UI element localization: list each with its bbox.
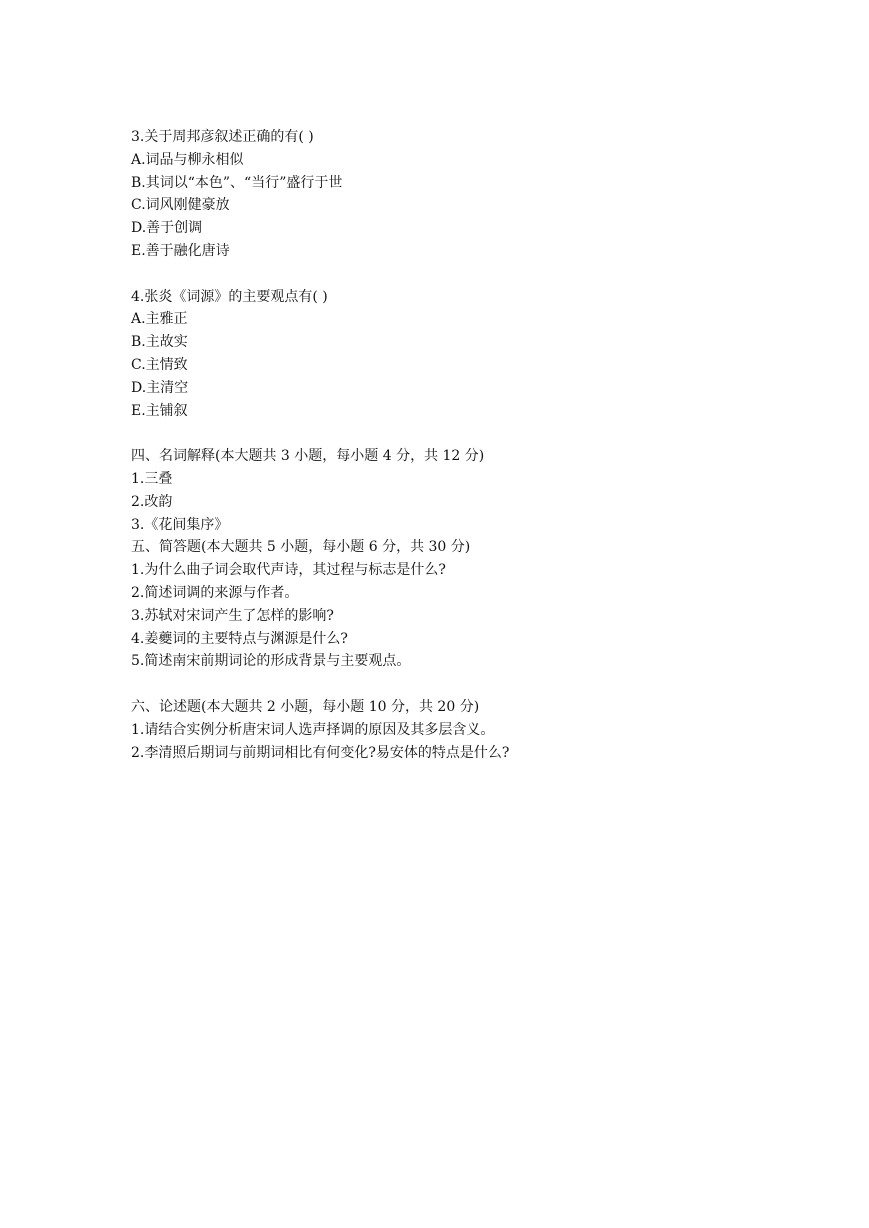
question-item: 1.为什么曲子词会取代声诗，其过程与标志是什么? <box>131 562 446 579</box>
question-item: 5.简述南宋前期词论的形成背景与主要观点。 <box>131 653 411 670</box>
option-e: E.善于融化唐诗 <box>131 242 230 259</box>
spacer <box>131 263 831 286</box>
option-d: D.善于创调 <box>131 220 203 237</box>
section-term-explanation <box>131 445 831 536</box>
question-block <box>131 286 831 423</box>
option-d: D.主清空 <box>131 379 189 396</box>
question-stem: 4.张炎《词源》的主要观点有( ) <box>131 288 328 305</box>
option-b: B.其词以“本色”、“当行”盛行于世 <box>131 174 343 191</box>
option-c: C.词风刚健豪放 <box>131 197 230 214</box>
question-item: 1.三叠 <box>131 470 173 487</box>
question-item: 4.姜夔词的主要特点与渊源是什么? <box>131 630 348 647</box>
question-item: 3.苏轼对宋词产生了怎样的影响? <box>131 607 334 624</box>
question-item: 2.改韵 <box>131 493 173 510</box>
option-b: B.主故实 <box>131 334 188 351</box>
question-item: 3.《花间集序》 <box>131 516 229 533</box>
spacer <box>131 673 831 696</box>
option-a: A.词品与柳永相似 <box>131 151 244 168</box>
question-item: 2.李清照后期词与前期词相比有何变化?易安体的特点是什么? <box>131 744 510 761</box>
question-stem: 3.关于周邦彦叙述正确的有( ) <box>131 129 314 145</box>
question-block <box>131 126 831 263</box>
section-essay <box>131 696 831 764</box>
question-item: 2.简述词调的来源与作者。 <box>131 584 299 601</box>
option-c: C.主情致 <box>131 356 188 373</box>
section-heading: 五、简答题(本大题共 5 小题，每小题 6 分，共 30 分) <box>131 539 471 556</box>
spacer <box>131 422 831 445</box>
section-heading: 六、论述题(本大题共 2 小题，每小题 10 分，共 20 分) <box>131 698 480 715</box>
section-heading: 四、名词解释(本大题共 3 小题，每小题 4 分，共 12 分) <box>131 448 485 465</box>
exam-page <box>131 126 831 764</box>
option-a: A.主雅正 <box>131 311 188 328</box>
question-item: 1.请结合实例分析唐宋词人选声择调的原因及其多层含义。 <box>131 721 495 738</box>
option-e: E.主铺叙 <box>131 402 188 419</box>
section-short-answer <box>131 536 831 673</box>
